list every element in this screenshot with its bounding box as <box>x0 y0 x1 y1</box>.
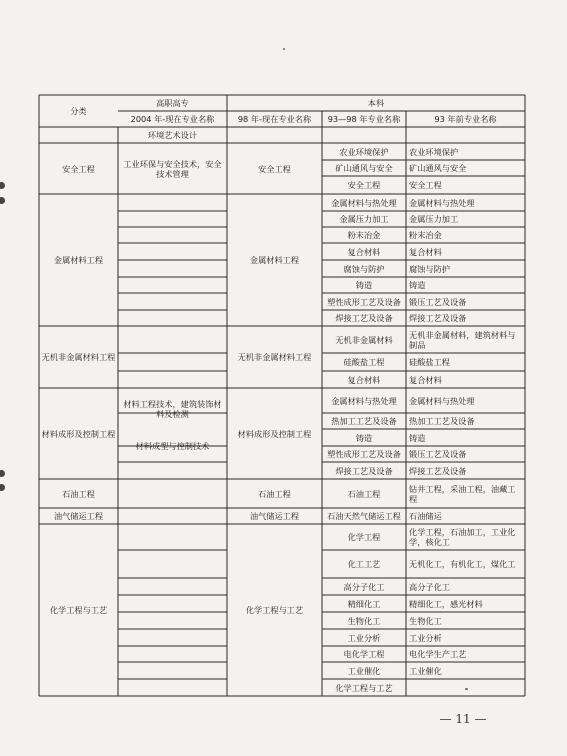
header-ug-98-text: 98 年-现在专业名称 <box>237 114 312 124</box>
vocational-cell <box>118 127 227 143</box>
ug-9398-cell-text: 生物化工 <box>347 615 381 626</box>
ug-98-group-cell <box>227 143 322 194</box>
ug-9398-cell <box>322 388 406 413</box>
ug-93-cell-text: 焊接工艺及设备 <box>409 313 467 323</box>
ug-93-cell-text: 粉末冶金 <box>409 230 442 240</box>
category-group-cell <box>39 388 118 479</box>
ug-9398-cell-text: 精细化工 <box>347 598 381 609</box>
ug-93-cell <box>406 388 525 413</box>
ug-9398-cell-text: 石油工程 <box>347 488 381 499</box>
ug-93-cell-text: 生物化工 <box>409 615 442 626</box>
ug-9398-cell <box>322 211 406 227</box>
ug-93-cell-text: 热加工工艺及设备 <box>409 416 475 426</box>
ug-93-cell-text: 复合材料 <box>409 246 442 257</box>
ug-9398-cell <box>322 446 406 462</box>
ug-98-group-cell-text: 安全工程 <box>258 163 291 174</box>
header-undergrad <box>227 95 525 111</box>
page-number: — 11 — <box>439 712 487 726</box>
ug-9398-cell-text: 金属材料与热处理 <box>331 395 397 406</box>
ug-9398-cell <box>322 462 406 479</box>
ug-9398-cell <box>322 413 406 429</box>
ug-98-group-cell-text: 金属材料工程 <box>249 255 300 265</box>
category-group-cell-text: 材料成形及控制工程 <box>41 428 116 439</box>
ug-93-cell-text: 无机非金属材料，建筑材料与制品 <box>409 329 516 350</box>
ug-9398-cell-text: 塑性成形工艺及设备 <box>327 296 401 307</box>
ug-9398-cell <box>322 371 406 388</box>
ug-9398-cell <box>322 550 406 578</box>
vocational-group-cell-text: 材料工程技术，建筑装饰材料及检测 <box>123 398 222 419</box>
header-vocational-sub-text: 2004 年-现在专业名称 <box>130 114 215 124</box>
ug-9398-cell-text: 电化学工程 <box>343 649 385 659</box>
ug-98-group-cell <box>227 388 322 479</box>
ug-93-cell <box>406 429 525 446</box>
vocational-group-cell <box>118 388 227 429</box>
ug-93-cell <box>406 260 525 277</box>
category-group-cell-text: 安全工程 <box>62 163 95 174</box>
ug-93-cell-text: 锻压工艺及设备 <box>409 449 467 459</box>
ug-9398-cell-text: 矿山通风与安全 <box>335 163 393 173</box>
ug-9398-cell-text: 复合材料 <box>347 246 381 257</box>
category-group-cell <box>39 143 118 194</box>
ug-93-cell-text: 高分子化工 <box>409 581 450 592</box>
ug-9398-cell-text: 塑性成形工艺及设备 <box>327 449 401 459</box>
ug-9398-cell <box>322 353 406 371</box>
ug-93-cell-text: 铸造 <box>409 432 426 443</box>
ug-9398-cell <box>322 143 406 160</box>
ug-93-cell <box>406 194 525 211</box>
ug-98-cell-text: 石油工程 <box>258 488 291 499</box>
ug-93-cell <box>406 578 525 595</box>
ug-93-cell <box>406 293 525 310</box>
ug-9398-cell <box>322 429 406 446</box>
ug-9398-cell <box>322 227 406 243</box>
category-group-cell-text: 无机非金属材料工程 <box>41 352 116 362</box>
ug-9398-cell <box>322 595 406 612</box>
ug-93-cell <box>406 243 525 260</box>
ug-93-cell <box>406 646 525 662</box>
ug-93-cell-text: 石油储运 <box>409 511 442 521</box>
ug-93-cell <box>406 679 525 696</box>
ug-93-cell <box>406 277 525 293</box>
ug-98-cell <box>227 479 322 508</box>
ug-93-cell-text: 钻井工程，采油工程，油藏工程 <box>409 483 516 504</box>
ug-93-cell-text: 金属材料与热处理 <box>409 395 475 406</box>
ug-9398-cell-text: 高分子化工 <box>343 581 385 592</box>
ug-98-cell-text: 油气储运工程 <box>249 511 300 521</box>
ug-9398-cell-text: 焊接工艺及设备 <box>335 313 393 323</box>
ug-9398-cell-text: 粉末冶金 <box>347 230 381 240</box>
ug-93-cell <box>406 479 525 508</box>
ug-9398-cell-text: 金属材料与热处理 <box>331 197 397 208</box>
ug-9398-cell-text: 工业分析 <box>347 632 381 643</box>
ug-98-group-cell <box>227 524 322 696</box>
header-vocational-sub <box>118 111 227 127</box>
ug-9398-cell <box>322 662 406 679</box>
ug-93-cell <box>406 612 525 629</box>
ug-93-cell <box>406 176 525 194</box>
ug-9398-cell <box>322 629 406 646</box>
ug-93-cell <box>406 326 525 353</box>
ug-9398-cell <box>322 646 406 662</box>
category-group-cell <box>39 194 118 326</box>
header-vocational-text: 高职高专 <box>156 98 189 108</box>
ug-9398-cell-text: 复合材料 <box>347 374 381 385</box>
ug-9398-cell <box>322 160 406 176</box>
category-group-cell <box>39 524 118 696</box>
ug-9398-cell <box>322 612 406 629</box>
ug-93-cell <box>406 524 525 550</box>
vocational-group-cell-text: 工业环保与安全技术，安全技术管理 <box>123 158 222 179</box>
ug-9398-cell <box>322 326 406 353</box>
ug-93-cell <box>406 160 525 176</box>
ug-93-cell-text: 腐蚀与防护 <box>409 263 450 274</box>
ug-9398-cell-text: 焊接工艺及设备 <box>335 465 393 476</box>
vocational-group-cell <box>118 143 227 194</box>
ug-9398-cell-text: 铸造 <box>355 280 373 290</box>
ug-9398-cell <box>322 524 406 550</box>
vocational-group-cell-text: 材料成型与控制技术 <box>135 440 210 451</box>
ug-93-cell-text: 无机化工，有机化工，煤化工 <box>409 559 516 569</box>
ug-93-cell-text: 工业分析 <box>409 632 442 643</box>
header-ug-98 <box>227 111 322 127</box>
ug-93-cell-text: 电化学生产工艺 <box>409 649 467 659</box>
ug-9398-cell-text: 热加工工艺及设备 <box>331 416 397 426</box>
ug-9398-cell <box>322 679 406 696</box>
ug-9398-cell <box>322 508 406 524</box>
header-category-text: 分类 <box>70 106 87 116</box>
vocational-cell-text: 环境艺术设计 <box>147 130 198 140</box>
header-vocational <box>118 95 227 111</box>
ug-9398-cell-text: 农业环境保护 <box>339 146 389 157</box>
ug-93-cell-text: 金属压力加工 <box>409 214 459 224</box>
header-category <box>39 95 118 127</box>
ug-93-cell <box>406 413 525 429</box>
header-ug-9398 <box>322 111 406 127</box>
vocational-group-cell <box>118 429 227 462</box>
ug-93-cell <box>406 550 525 578</box>
ug-98-group-cell-text: 材料成形及控制工程 <box>237 428 312 439</box>
ug-9398-cell <box>322 479 406 508</box>
ug-9398-cell-text: 化学工程 <box>347 532 381 542</box>
ug-93-cell <box>406 629 525 646</box>
ug-93-cell-text: 农业环境保护 <box>409 146 459 157</box>
ug-98-group-cell <box>227 326 322 388</box>
header-ug-93-text: 93 年前专业名称 <box>434 114 497 124</box>
ug-93-cell-text: 金属材料与热处理 <box>409 197 475 208</box>
ug-93-cell <box>406 353 525 371</box>
header-ug-9398-text: 93—98 年专业名称 <box>327 114 401 124</box>
ug-93-cell <box>406 227 525 243</box>
ug-9398-cell-text: 金属压力加工 <box>339 214 389 224</box>
ug-93-cell <box>406 211 525 227</box>
ug-9398-cell-text: 化学工程与工艺 <box>335 682 393 693</box>
ug-93-cell-text: 矿山通风与安全 <box>409 163 467 173</box>
ug-93-cell <box>406 143 525 160</box>
category-group-cell-text: 化学工程与工艺 <box>49 605 108 615</box>
ug-93-cell-text: 焊接工艺及设备 <box>409 465 467 476</box>
ug-93-cell <box>406 595 525 612</box>
ug-93-cell-text: 安全工程 <box>409 180 442 190</box>
category-cell <box>39 479 118 508</box>
ug-98-cell <box>227 508 322 524</box>
ug-93-cell <box>406 508 525 524</box>
category-group-cell <box>39 326 118 388</box>
ug-98-group-cell <box>227 194 322 326</box>
ug-9398-cell-text: 工业催化 <box>347 665 381 676</box>
ug-9398-cell-text: 无机非金属材料 <box>335 334 393 345</box>
ug-9398-cell-text: 硅酸盐工程 <box>343 357 385 367</box>
ug-9398-cell <box>322 176 406 194</box>
category-group-cell-text: 金属材料工程 <box>53 255 104 265</box>
ug-93-cell-text: 化学工程，石油加工，工业化学，核化工 <box>409 527 516 547</box>
ug-9398-cell-text: 安全工程 <box>347 180 381 190</box>
header-ug-93 <box>406 111 525 127</box>
ug-9398-cell-text: 铸造 <box>355 432 373 443</box>
ug-93-cell-text: 锻压工艺及设备 <box>409 296 467 307</box>
ug-93-cell <box>406 462 525 479</box>
ug-9398-cell-text: 石油天然气储运工程 <box>327 511 401 521</box>
ug-93-cell <box>406 310 525 326</box>
ug-93-cell <box>406 446 525 462</box>
ug-93-cell-text: 工业催化 <box>409 665 442 676</box>
ug-93-cell-text: 复合材料 <box>409 374 442 385</box>
ug-9398-cell <box>322 194 406 211</box>
ug-93-cell <box>406 662 525 679</box>
ug-93-cell-text: 硅酸盐工程 <box>409 357 450 367</box>
ug-93-cell-text: 精细化工，感光材料 <box>409 598 483 609</box>
ug-9398-cell <box>322 277 406 293</box>
ug-9398-cell <box>322 243 406 260</box>
category-cell-text: 石油工程 <box>62 488 95 499</box>
category-cell-text: 油气储运工程 <box>53 511 104 521</box>
ug-9398-cell <box>322 293 406 310</box>
ug-98-group-cell-text: 化学工程与工艺 <box>245 605 304 615</box>
category-cell <box>39 508 118 524</box>
ug-9398-cell <box>322 578 406 595</box>
ug-9398-cell-text: 化工工艺 <box>347 559 381 569</box>
ug-9398-cell <box>322 260 406 277</box>
ug-98-group-cell-text: 无机非金属材料工程 <box>237 352 312 362</box>
ug-9398-cell <box>322 310 406 326</box>
ug-93-cell-text: 铸造 <box>409 280 426 290</box>
ug-93-cell <box>406 371 525 388</box>
ug-9398-cell-text: 腐蚀与防护 <box>343 263 385 274</box>
header-undergrad-text: 本科 <box>367 98 385 108</box>
